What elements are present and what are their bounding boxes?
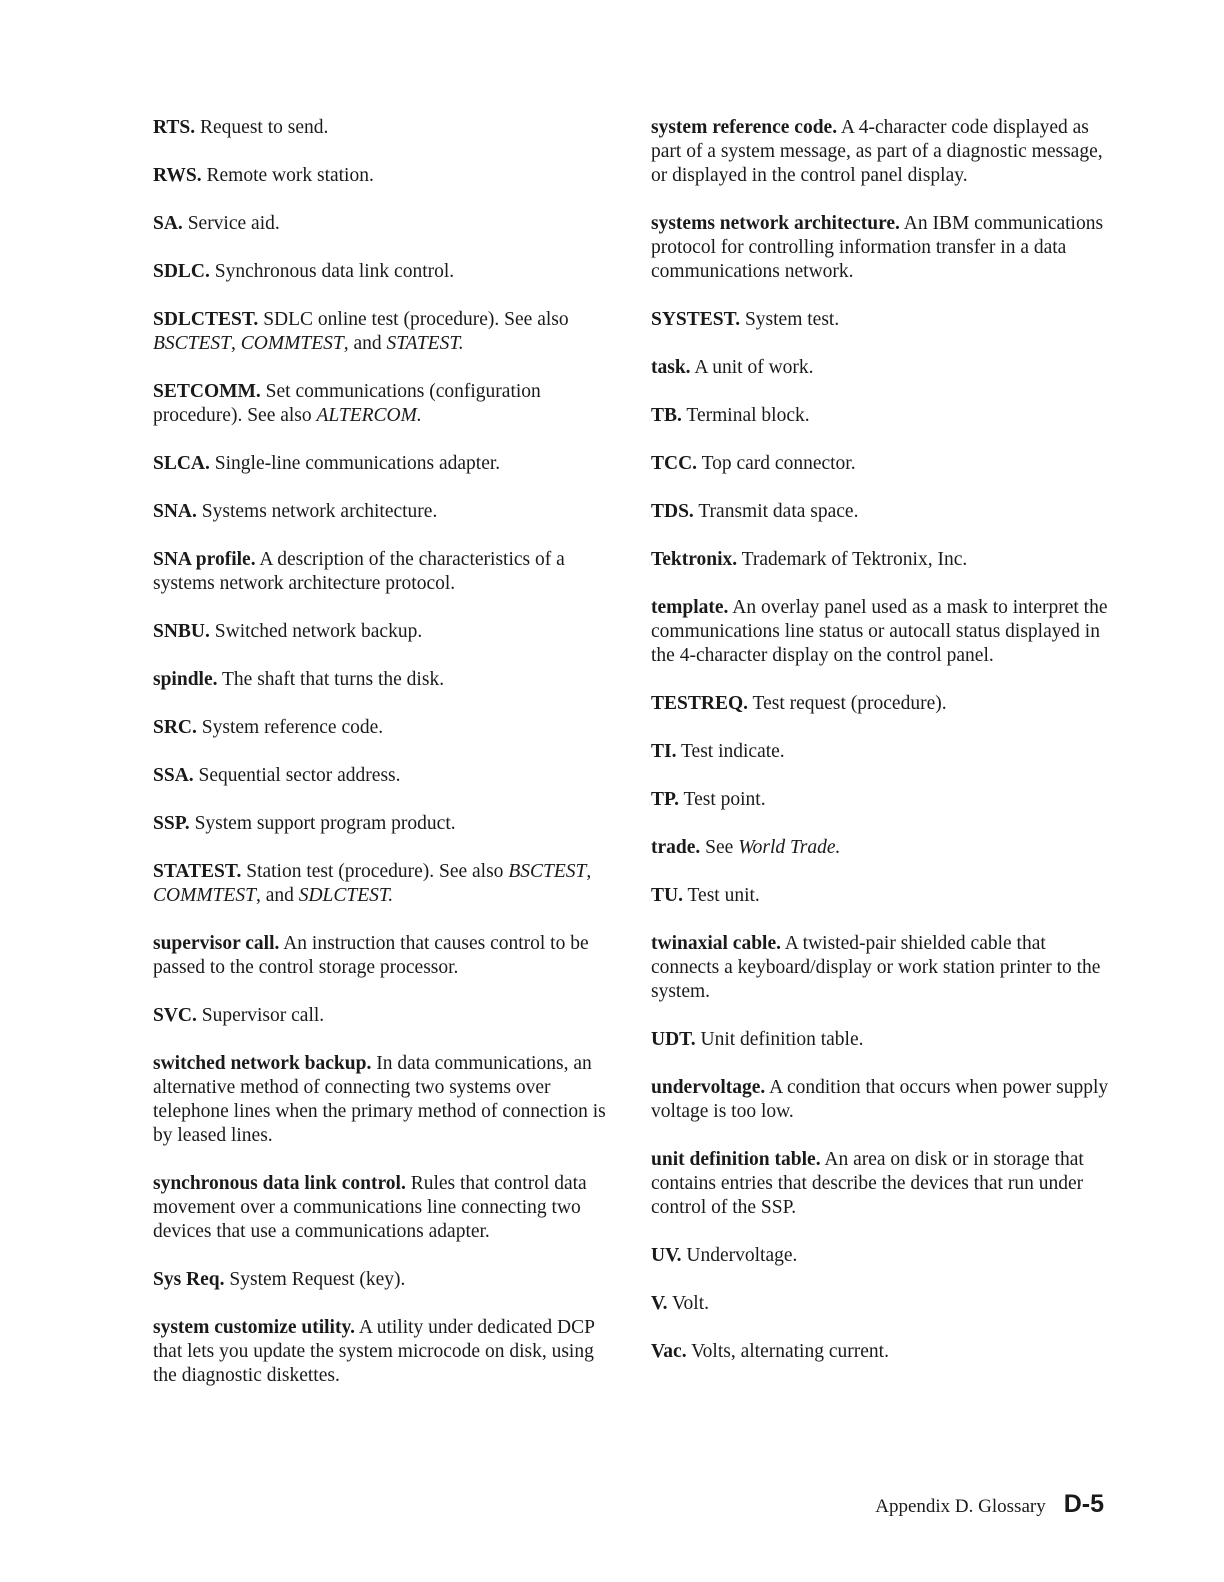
- glossary-entry: [651, 212, 1111, 284]
- glossary-definition: Single-line communications adapter.: [209, 453, 501, 474]
- glossary-entry: [651, 692, 1111, 716]
- glossary-term: STATEST.: [153, 861, 242, 882]
- glossary-entry: [651, 836, 1111, 860]
- glossary-entry: [651, 1244, 1111, 1268]
- glossary-definition: An area on disk or in storage that contains entries that describe the devices that run under control of the SSP.: [651, 1149, 1084, 1218]
- glossary-entry: [153, 548, 613, 596]
- glossary-term: SYSTEST.: [651, 309, 741, 330]
- glossary-entry: [153, 380, 613, 428]
- glossary-entry: [153, 260, 613, 284]
- glossary-term: task.: [651, 357, 691, 378]
- glossary-cross-reference: STATEST.: [386, 333, 464, 354]
- page-number: D-5: [1063, 1490, 1104, 1518]
- glossary-term: TESTREQ.: [651, 693, 748, 714]
- glossary-column-right: [651, 116, 1111, 1388]
- glossary-definition: Service aid.: [182, 213, 280, 234]
- glossary-term: SVC.: [153, 1005, 197, 1026]
- glossary-entry: [153, 164, 613, 188]
- glossary-term: TI.: [651, 741, 677, 762]
- glossary-entry: [153, 668, 613, 692]
- glossary-term: TU.: [651, 885, 683, 906]
- glossary-term: Sys Req.: [153, 1269, 225, 1290]
- glossary-definition: Switched network backup.: [209, 621, 423, 642]
- glossary-term: SNA profile.: [153, 549, 256, 570]
- glossary-term: SA.: [153, 213, 183, 234]
- glossary-definition: Volts, alternating current.: [686, 1341, 889, 1362]
- glossary-definition: System Request (key).: [224, 1269, 406, 1290]
- glossary-entry: [651, 1076, 1111, 1124]
- glossary-definition: The shaft that turns the disk.: [217, 669, 445, 690]
- glossary-definition: ,: [231, 333, 241, 354]
- glossary-definition: Trademark of Tektronix, Inc.: [737, 549, 968, 570]
- glossary-term: SDLCTEST.: [153, 309, 259, 330]
- glossary-definition: Volt.: [667, 1293, 710, 1314]
- glossary-entry: [651, 788, 1111, 812]
- glossary-entry: [651, 116, 1111, 188]
- glossary-entry: [651, 308, 1111, 332]
- glossary-definition: A utility under dedicated DCP that lets you update the system microcode on disk, using the diagnostic diskettes.: [153, 1317, 595, 1386]
- glossary-entry: [153, 1004, 613, 1028]
- glossary-definition: Test request (procedure).: [748, 693, 947, 714]
- glossary-definition: Sequential sector address.: [193, 765, 401, 786]
- glossary-term: undervoltage.: [651, 1077, 766, 1098]
- glossary-term: trade.: [651, 837, 701, 858]
- glossary-entry: [651, 1148, 1111, 1220]
- glossary-definition: , and: [255, 885, 299, 906]
- glossary-entry: [153, 116, 613, 140]
- glossary-cross-reference: BSCTEST: [508, 861, 587, 882]
- glossary-term: SDLC.: [153, 261, 210, 282]
- glossary-definition: Unit definition table.: [695, 1029, 864, 1050]
- glossary-entry: [651, 1292, 1111, 1316]
- glossary-definition: A unit of work.: [690, 357, 814, 378]
- glossary-term: TCC.: [651, 453, 698, 474]
- glossary-term: Tektronix.: [651, 549, 738, 570]
- glossary-entry: [651, 884, 1111, 908]
- glossary-term: supervisor call.: [153, 933, 280, 954]
- glossary-definition: Remote work station.: [201, 165, 374, 186]
- glossary-definition: Test point.: [679, 789, 766, 810]
- glossary-entry: [651, 932, 1111, 1004]
- glossary-term: SLCA.: [153, 453, 210, 474]
- glossary-cross-reference: ALTERCOM.: [316, 405, 422, 426]
- glossary-definition: Rules that control data movement over a communications line connecting two devices that use a communications adapter.: [153, 1173, 587, 1242]
- glossary-term: switched network backup.: [153, 1053, 372, 1074]
- glossary-term: TB.: [651, 405, 682, 426]
- glossary-entry: [651, 548, 1111, 572]
- glossary-entry: [651, 356, 1111, 380]
- glossary-term: SRC.: [153, 717, 197, 738]
- glossary-term: TDS.: [651, 501, 694, 522]
- glossary-definition: Undervoltage.: [681, 1245, 798, 1266]
- glossary-definition: Systems network architecture.: [196, 501, 438, 522]
- glossary-term: systems network architecture.: [651, 213, 900, 234]
- glossary-entry: [153, 1172, 613, 1244]
- glossary-definition: Terminal block.: [681, 405, 810, 426]
- glossary-definition: A description of the characteristics of a systems network architecture protocol.: [153, 549, 565, 594]
- glossary-entry: [651, 1340, 1111, 1364]
- glossary-definition: Top card connector.: [697, 453, 856, 474]
- glossary-definition: Station test (procedure). See also: [241, 861, 509, 882]
- glossary-term: RWS.: [153, 165, 202, 186]
- glossary-term: spindle.: [153, 669, 218, 690]
- glossary-term: system customize utility.: [153, 1317, 356, 1338]
- glossary-entry: [153, 812, 613, 836]
- glossary-term: Vac.: [651, 1341, 687, 1362]
- glossary-term: SNBU.: [153, 621, 210, 642]
- glossary-entry: [153, 1052, 613, 1148]
- glossary-definition: A condition that occurs when power supply voltage is too low.: [651, 1077, 1109, 1122]
- glossary-entry: [651, 596, 1111, 668]
- glossary-term: SETCOMM.: [153, 381, 261, 402]
- glossary-definition: An overlay panel used as a mask to interpret the communications line status or autocall status displayed in the 4-character display on the control panel.: [651, 597, 1108, 666]
- glossary-term: RTS.: [153, 117, 196, 138]
- glossary-term: SSP.: [153, 813, 190, 834]
- glossary-definition: Synchronous data link control.: [209, 261, 455, 282]
- glossary-entry: [651, 500, 1111, 524]
- glossary-entry: [153, 452, 613, 476]
- glossary-definition: System test.: [740, 309, 840, 330]
- glossary-cross-reference: COMMTEST: [153, 885, 256, 906]
- glossary-entry: [651, 404, 1111, 428]
- page-footer: [875, 1490, 1104, 1519]
- glossary-entry: [153, 1316, 613, 1388]
- glossary-definition: Supervisor call.: [196, 1005, 325, 1026]
- glossary-entry: [153, 620, 613, 644]
- glossary-definition: A twisted-pair shielded cable that connects a keyboard/display or work station printer to the system.: [651, 933, 1101, 1002]
- glossary-entry: [153, 716, 613, 740]
- glossary-term: synchronous data link control.: [153, 1173, 406, 1194]
- glossary-definition: Test indicate.: [676, 741, 785, 762]
- glossary-definition: See: [700, 837, 739, 858]
- glossary-term: UDT.: [651, 1029, 696, 1050]
- glossary-term: system reference code.: [651, 117, 838, 138]
- glossary-entry: [651, 740, 1111, 764]
- glossary-definition: System reference code.: [196, 717, 384, 738]
- glossary-definition: Set communications (configuration procedure). See also: [153, 381, 541, 426]
- glossary-entry: [651, 1028, 1111, 1052]
- glossary-cross-reference: World Trade.: [738, 837, 841, 858]
- glossary-definition: Test unit.: [682, 885, 760, 906]
- glossary-definition: An instruction that causes control to be passed to the control storage processor.: [153, 933, 589, 978]
- glossary-definition: System support program product.: [189, 813, 456, 834]
- glossary-cross-reference: BSCTEST: [153, 333, 232, 354]
- glossary-term: SNA.: [153, 501, 197, 522]
- glossary-definition: ,: [586, 861, 592, 882]
- glossary-entry: [153, 212, 613, 236]
- footer-section-title: Appendix D. Glossary: [875, 1496, 1046, 1517]
- glossary-term: twinaxial cable.: [651, 933, 781, 954]
- glossary-definition: , and: [343, 333, 387, 354]
- glossary-term: SSA.: [153, 765, 194, 786]
- glossary-term: UV.: [651, 1245, 682, 1266]
- glossary-term: unit definition table.: [651, 1149, 821, 1170]
- glossary-cross-reference: COMMTEST: [240, 333, 344, 354]
- glossary-entry: [153, 308, 613, 356]
- glossary-definition: An IBM communications protocol for controlling information transfer in a data communications network.: [651, 213, 1104, 282]
- glossary-cross-reference: SDLCTEST.: [298, 885, 394, 906]
- glossary-entry: [153, 764, 613, 788]
- glossary-definition: Request to send.: [195, 117, 329, 138]
- glossary-definition: SDLC online test (procedure). See also: [258, 309, 569, 330]
- glossary-definition: A 4-character code displayed as part of a system message, as part of a diagnostic message, or displayed in the control panel display.: [651, 117, 1103, 186]
- glossary-term: template.: [651, 597, 729, 618]
- glossary-entry: [153, 1268, 613, 1292]
- glossary-entry: [153, 500, 613, 524]
- glossary-entry: [153, 932, 613, 980]
- glossary-definition: In data communications, an alternative method of connecting two systems over telephone lines when the primary method of connection is by leased lines.: [153, 1053, 606, 1146]
- glossary-entry: [651, 452, 1111, 476]
- glossary-column-left: [153, 116, 613, 1412]
- glossary-entry: [153, 860, 613, 908]
- glossary-term: V.: [651, 1293, 668, 1314]
- glossary-definition: Transmit data space.: [693, 501, 859, 522]
- glossary-term: TP.: [651, 789, 680, 810]
